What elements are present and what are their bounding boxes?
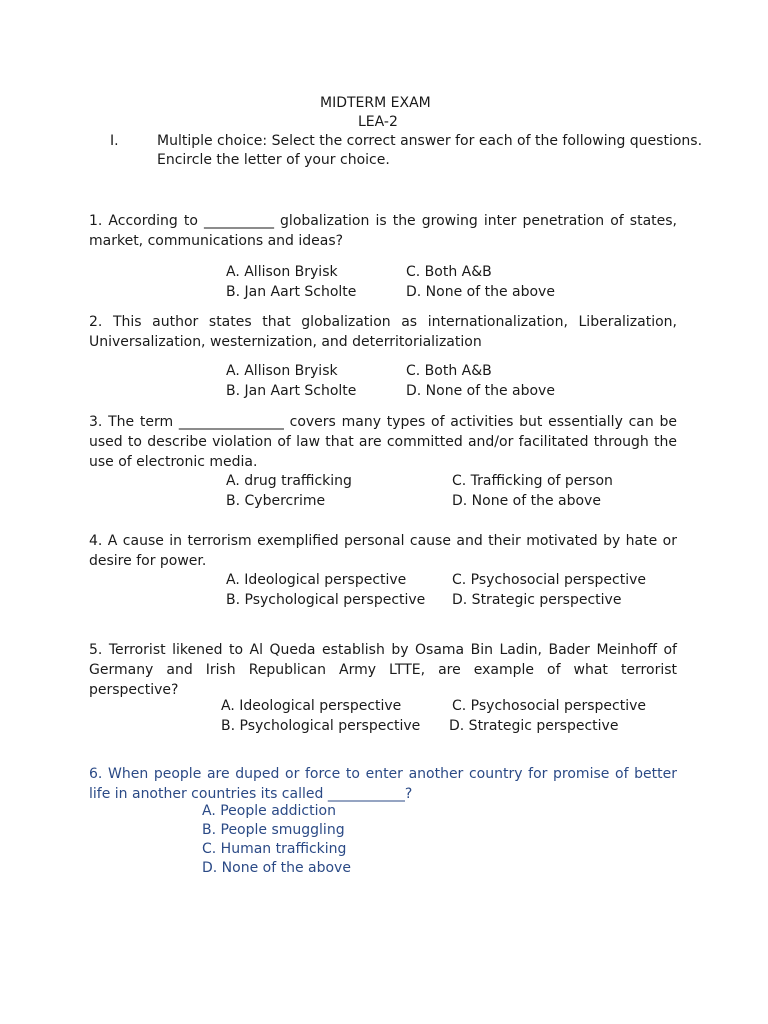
question-5-text: 5. Terrorist likened to Al Queda establish by Osama Bin Ladin, Bader Meinhoff of Germany and Irish Republican Army LTTE, are example of what terrorist perspective? (89, 642, 677, 698)
question-3-choice-c: C. Trafficking of person (452, 473, 613, 489)
question-2-choice-a: A. Allison Bryisk (226, 363, 338, 379)
question-6-choice-a: A. People addiction (202, 803, 336, 819)
question-5-choice-a: A. Ideological perspective (221, 698, 402, 714)
question-3-text: 3. The term _______________ covers many types of activities but essentially can be used to describe violation of law that are committed and/or facilitated through the use of electronic media. (89, 414, 677, 470)
question-4-choice-c: C. Psychosocial perspective (452, 572, 646, 588)
question-5-choice-c: C. Psychosocial perspective (452, 698, 646, 714)
instructions-line-2: Encircle the letter of your choice. (157, 152, 390, 168)
question-6-choice-b: B. People smuggling (202, 822, 345, 838)
question-4-choice-d: D. Strategic perspective (452, 592, 622, 608)
question-1-choice-b: B. Jan Aart Scholte (226, 284, 357, 300)
question-3-choice-d: D. None of the above (452, 493, 601, 509)
question-4-choice-b: B. Psychological perspective (226, 592, 426, 608)
question-2-text: 2. This author states that globalization as internationalization, Liberalization, Universalization, westernization, and deterritorialization (89, 314, 677, 350)
question-2-choice-c: C. Both A&B (406, 363, 492, 379)
question-6-choice-d: D. None of the above (202, 860, 351, 876)
exam-subtitle: LEA-2 (358, 114, 398, 130)
question-6-choice-c: C. Human trafficking (202, 841, 347, 857)
question-1-choice-a: A. Allison Bryisk (226, 264, 338, 280)
question-6-text: 6. When people are duped or force to enter another country for promise of better life in another countries its called ___________? (89, 766, 677, 802)
question-3-choice-a: A. drug trafficking (226, 473, 352, 489)
question-3-choice-b: B. Cybercrime (226, 493, 326, 509)
question-5-choice-b: B. Psychological perspective (221, 718, 421, 734)
question-4-text: 4. A cause in terrorism exemplified personal cause and their motivated by hate or desire for power. (89, 533, 677, 569)
section-number: I. (110, 133, 119, 149)
question-2-choice-b: B. Jan Aart Scholte (226, 383, 357, 399)
question-1-text: 1. According to __________ globalization is the growing inter penetration of states, market, communications and ideas? (89, 213, 677, 249)
question-5-choice-d: D. Strategic perspective (449, 718, 619, 734)
question-1-choice-c: C. Both A&B (406, 264, 492, 280)
question-4-choice-a: A. Ideological perspective (226, 572, 407, 588)
question-2-choice-d: D. None of the above (406, 383, 555, 399)
instructions-line-1: Multiple choice: Select the correct answer for each of the following questions. (157, 133, 703, 149)
exam-title: MIDTERM EXAM (320, 95, 431, 111)
question-1-choice-d: D. None of the above (406, 284, 555, 300)
